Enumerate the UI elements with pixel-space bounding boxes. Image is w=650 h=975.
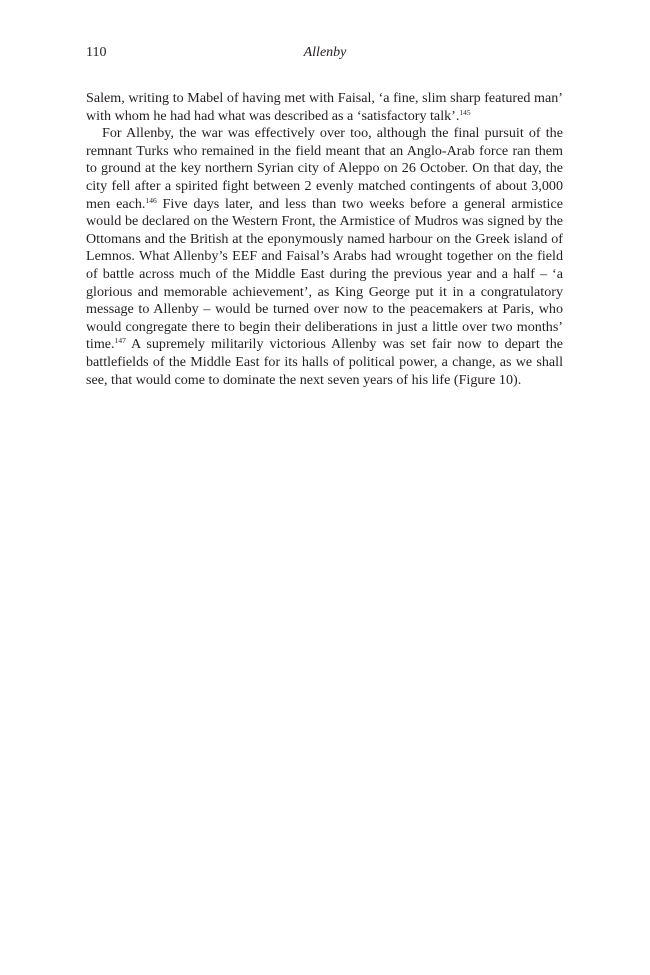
paragraph-2 <box>86 125 563 389</box>
body-text <box>86 90 563 389</box>
paragraph-2-text-part-3: A supremely militarily victorious Allenby was set fair now to depart the battlefields of the Middle East for its halls of political power, a change, as we shall see, that would come to dominate the next seven years of his life (Figure 10). <box>86 336 563 388</box>
running-head-title: Allenby <box>303 45 347 60</box>
paragraph-1-text: Salem, writing to Mabel of having met with Faisal, ‘a fine, slim sharp featured man’ with whom he had had what was described as a ‘satisfactory talk’. <box>86 90 563 124</box>
footnote-ref-145[interactable]: 145 <box>459 107 471 117</box>
paragraph-1 <box>86 90 563 125</box>
paragraph-2-text-part-2: Five days later, and less than two weeks before a general armistice would be declared on the Western Front, the Armistice of Mudros was signed by the Ottomans and the British at the eponymously named harbour on the Greek island of Lemnos. What Allenby’s EEF and Faisal’s Arabs had wrought together on the field of battle across much of the Middle East during the previous year and a half – ‘a glorious and memorable achievement’, as King George put it in a congratulatory message to Allenby – would be turned over now to the peacemakers at Paris, who would congregate there to begin their deliberations in just a little over two months’ time. <box>86 195 563 353</box>
page-number: 110 <box>86 45 107 60</box>
footnote-ref-146[interactable]: 146 <box>145 195 157 205</box>
paragraph-2-text-part-1: For Allenby, the war was effectively over too, although the final pursuit of the remnant Turks who remained in the field meant that an Anglo-Arab force ran them to ground at the key northern Syrian city of Aleppo on 26 October. On that day, the city fell after a spirited fight between 2 evenly matched contingents of about 3,000 men each. <box>86 125 563 212</box>
footnote-ref-147[interactable]: 147 <box>114 336 126 346</box>
